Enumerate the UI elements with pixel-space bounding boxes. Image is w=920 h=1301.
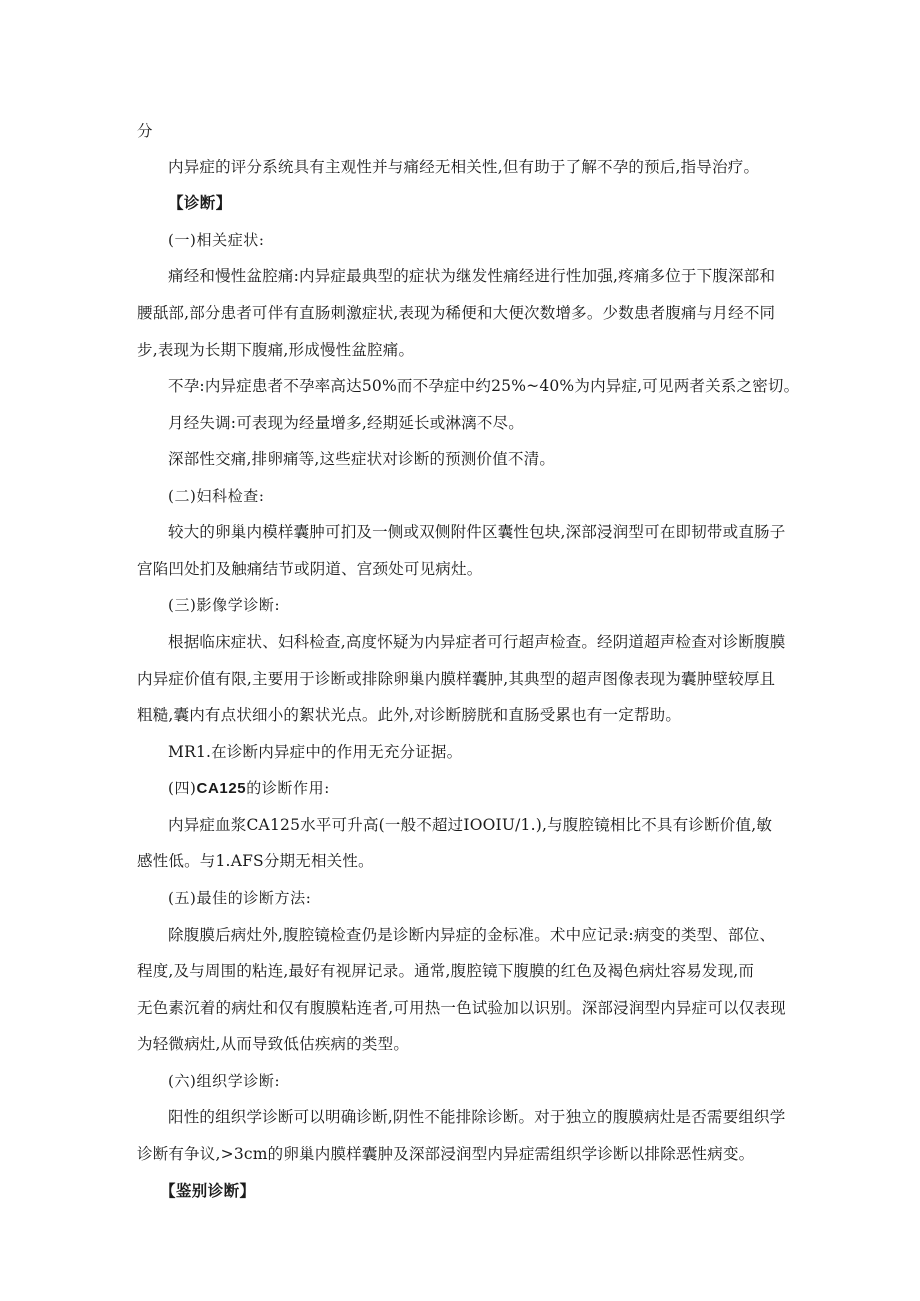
paragraph-line: 内异症的评分系统具有主观性并与痛经无相关性,但有助于了解不孕的预后,指导治疗。: [168, 158, 760, 176]
paragraph-line: 不孕:内异症患者不孕率高达50%而不孕症中约25%~40%为内异症,可见两者关系之密切。: [168, 377, 800, 395]
paragraph-line: 步,表现为长期下腹痛,形成慢性盆腔痛。: [137, 341, 415, 359]
paragraph-line: 为轻微病灶,从而导致低估疾病的类型。: [137, 1035, 410, 1053]
paragraph-line: 感性低。与1.AFS分期无相关性。: [137, 852, 374, 870]
subheading-ca125-suffix: 的诊断作用:: [246, 779, 330, 797]
paragraph-line: 宫陷凹处扪及触痛结节或阴道、宫颈处可见病灶。: [137, 560, 483, 578]
paragraph-line: 无色素沉着的病灶和仅有腹膜粘连者,可用热一色试验加以识别。深部浸润型内异症可以仅表现: [137, 999, 786, 1017]
paragraph-line: 内异症血浆CA125水平可升高(一般不超过IOOIU/1.),与腹腔镜相比不具有诊断价值,敏: [168, 816, 773, 834]
subheading-best-method: (五)最佳的诊断方法:: [168, 889, 312, 907]
paragraph-line: 粗糙,囊内有点状细小的絮状光点。此外,对诊断膀胱和直肠受累也有一定帮助。: [137, 706, 682, 724]
subheading-gynecologic-exam: (二)妇科检查:: [168, 487, 265, 505]
paragraph-line: 内异症价值有限,主要用于诊断或排除卵巢内膜样囊肿,其典型的超声图像表现为囊肿壁较厚且: [137, 670, 776, 688]
paragraph-line: 程度,及与周围的粘连,最好有视屏记录。通常,腹腔镜下腹膜的红色及褐色病灶容易发现,而: [137, 962, 755, 980]
subheading-ca125-term: CA125: [196, 780, 247, 797]
text-line: 分: [137, 122, 153, 140]
paragraph-line: 较大的卵巢内模样囊肿可扪及一侧或双侧附件区囊性包块,深部浸润型可在即韧带或直肠子: [168, 523, 786, 541]
subheading-imaging: (三)影像学诊断:: [168, 596, 281, 614]
paragraph-line: MR1.在诊断内异症中的作用无充分证据。: [168, 743, 463, 761]
paragraph-line: 除腹膜后病灶外,腹腔镜检查仍是诊断内异症的金标准。术中应记录:病变的类型、部位、: [168, 926, 776, 944]
paragraph-line: 阳性的组织学诊断可以明确诊断,阴性不能排除诊断。对于独立的腹膜病灶是否需要组织学: [168, 1108, 786, 1126]
subheading-ca125-prefix: (四): [168, 779, 197, 797]
paragraph-line: 月经失调:可表现为经量增多,经期延长或淋漓不尽。: [168, 414, 524, 432]
paragraph-line: 腰舐部,部分患者可伴有直肠刺激症状,表现为稀便和大便次数增多。少数患者腹痛与月经不同: [137, 304, 776, 322]
section-heading-diagnosis: 【诊断】: [168, 193, 232, 212]
paragraph-line: 痛经和慢性盆腔痛:内异症最典型的症状为继发性痛经进行性加强,疼痛多位于下腹深部和: [168, 267, 776, 285]
subheading-related-symptoms: (一)相关症状:: [168, 231, 265, 249]
section-heading-differential-diagnosis: 【鉴别诊断】: [160, 1181, 256, 1200]
subheading-histology: (六)组织学诊断:: [168, 1072, 281, 1090]
subheading-ca125: [168, 778, 330, 799]
paragraph-line: 深部性交痛,排卵痛等,这些症状对诊断的预测价值不清。: [168, 450, 556, 468]
paragraph-line: 诊断有争议,>3cm的卵巢内膜样囊肿及深部浸润型内异症需组织学诊断以排除恶性病变。: [137, 1145, 755, 1163]
paragraph-line: 根据临床症状、妇科检查,高度怀疑为内异症者可行超声检查。经阴道超声检查对诊断腹膜: [168, 633, 786, 651]
